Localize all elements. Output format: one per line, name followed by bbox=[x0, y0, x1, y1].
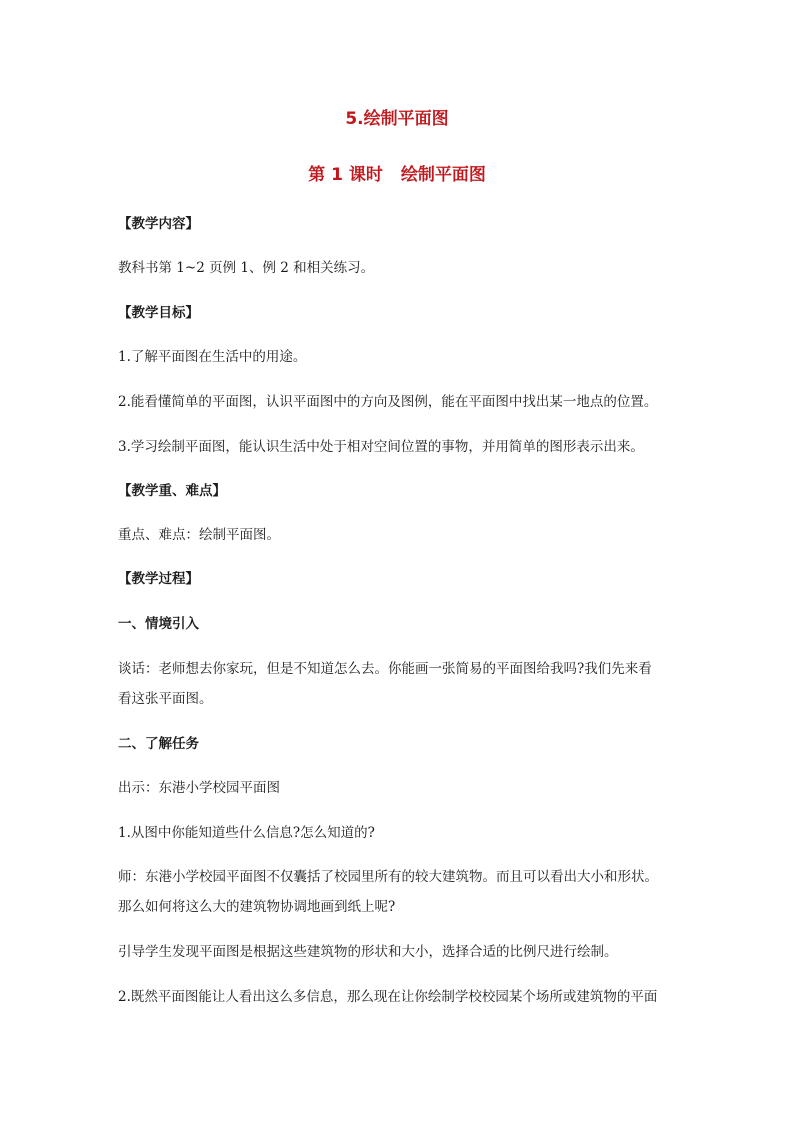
part1-heading: 一、情境引入 bbox=[118, 616, 199, 632]
part1-paragraph-line: 谈话：老师想去你家玩，但是不知道怎么去。你能画一张简易的平面图给我吗?我们先来看 bbox=[118, 661, 652, 677]
section-heading-process: 【教学过程】 bbox=[118, 571, 199, 587]
content-text: 教科书第 1~2 页例 1、例 2 和相关练习。 bbox=[118, 260, 375, 276]
section-heading-key-points: 【教学重、难点】 bbox=[118, 483, 226, 499]
lesson-number: 第 1 课时 bbox=[308, 165, 383, 185]
section-heading-content: 【教学内容】 bbox=[118, 216, 199, 232]
goal-item: 2.能看懂简单的平面图，认识平面图中的方向及图例，能在平面图中找出某一地点的位置。 bbox=[118, 394, 658, 410]
part1-paragraph-line: 看这张平面图。 bbox=[118, 691, 213, 707]
part2-show-text: 出示：东港小学校园平面图 bbox=[118, 780, 280, 796]
key-points-text: 重点、难点：绘制平面图。 bbox=[118, 527, 280, 543]
lesson-subtitle bbox=[0, 160, 794, 185]
document-title: 5.绘制平面图 bbox=[345, 109, 449, 129]
part2-question-1: 1.从图中你能知道些什么信息?怎么知道的? bbox=[118, 825, 375, 841]
guide-text: 引导学生发现平面图是根据这些建筑物的形状和大小，选择合适的比例尺进行绘制。 bbox=[118, 944, 618, 960]
lesson-name: 绘制平面图 bbox=[400, 165, 486, 185]
section-heading-goals: 【教学目标】 bbox=[118, 305, 199, 321]
teacher-paragraph-line: 那么如何将这么大的建筑物协调地画到纸上呢? bbox=[118, 899, 396, 915]
part2-question-2: 2.既然平面图能让人看出这么多信息，那么现在让你绘制学校校园某个场所或建筑物的平面 bbox=[118, 989, 658, 1005]
part2-heading: 二、了解任务 bbox=[118, 736, 199, 752]
goal-item: 3.学习绘制平面图，能认识生活中处于相对空间位置的事物，并用简单的图形表示出来。 bbox=[118, 439, 644, 455]
goal-item: 1.了解平面图在生活中的用途。 bbox=[118, 349, 307, 365]
teacher-paragraph-line: 师：东港小学校园平面图不仅囊括了校园里所有的较大建筑物。而且可以看出大小和形状。 bbox=[118, 869, 658, 885]
